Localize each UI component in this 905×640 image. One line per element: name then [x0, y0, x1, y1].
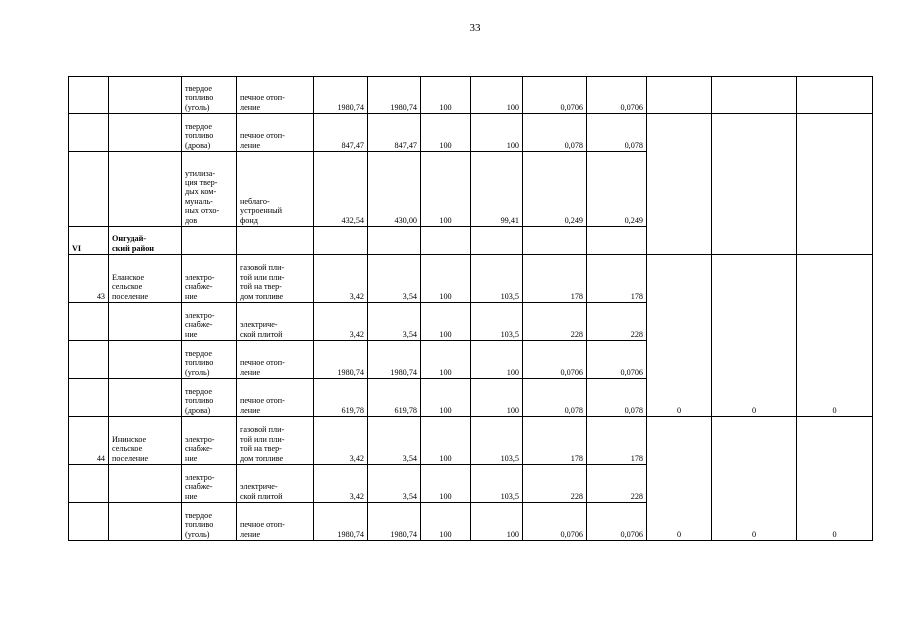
extra-value: 0 — [797, 417, 873, 541]
norm-cell: 0,078 — [587, 379, 647, 417]
num-cell — [69, 465, 109, 503]
resource-cell: твердое топливо (уголь) — [182, 503, 237, 541]
settlement-cell — [109, 114, 182, 152]
resource-cell: электро- снабже- ние — [182, 465, 237, 503]
empty-cell — [314, 227, 368, 255]
resource-cell: электро- снабже- ние — [182, 255, 237, 303]
consumer-group-cell: печное отоп- ление — [237, 77, 314, 114]
num-cell — [69, 77, 109, 114]
percent-cell: 100 — [471, 379, 523, 417]
percent-cell: 100 — [421, 379, 471, 417]
value-cell: 3,54 — [368, 303, 421, 341]
consumer-group-cell: электриче- ской плитой — [237, 465, 314, 503]
percent-cell: 100 — [421, 503, 471, 541]
consumer-group-cell: печное отоп- ление — [237, 341, 314, 379]
norm-cell: 0,249 — [523, 152, 587, 227]
percent-cell: 100 — [421, 77, 471, 114]
consumer-group-cell: печное отоп- ление — [237, 114, 314, 152]
empty-cell — [587, 227, 647, 255]
percent-cell: 100 — [421, 417, 471, 465]
value-cell: 1980,74 — [368, 341, 421, 379]
value-cell: 847,47 — [314, 114, 368, 152]
value-cell: 1980,74 — [368, 77, 421, 114]
tariff-table — [68, 76, 873, 541]
norm-cell: 178 — [523, 417, 587, 465]
percent-cell: 103,5 — [471, 255, 523, 303]
percent-cell: 99,41 — [471, 152, 523, 227]
norm-cell: 178 — [587, 255, 647, 303]
percent-cell: 103,5 — [471, 303, 523, 341]
extra-value: 0 — [647, 255, 712, 417]
num-cell — [69, 152, 109, 227]
norm-cell: 178 — [587, 417, 647, 465]
page-number: 33 — [469, 22, 481, 34]
norm-cell: 0,0706 — [523, 77, 587, 114]
value-cell: 1980,74 — [368, 503, 421, 541]
value-cell: 619,78 — [368, 379, 421, 417]
consumer-group-cell: печное отоп- ление — [237, 503, 314, 541]
norm-cell: 0,078 — [523, 379, 587, 417]
value-cell: 3,54 — [368, 465, 421, 503]
consumer-group-cell: электриче- ской плитой — [237, 303, 314, 341]
settlement-cell — [109, 465, 182, 503]
percent-cell: 103,5 — [471, 465, 523, 503]
extra-cell — [712, 114, 797, 255]
empty-cell — [523, 227, 587, 255]
settlement-cell — [109, 503, 182, 541]
resource-cell: твердое топливо (уголь) — [182, 77, 237, 114]
resource-cell: твердое топливо (дрова) — [182, 114, 237, 152]
norm-cell: 228 — [523, 303, 587, 341]
extra-cell — [647, 77, 712, 114]
table-row — [69, 77, 873, 114]
settlement-cell — [109, 341, 182, 379]
value-cell: 3,42 — [314, 417, 368, 465]
settlement-name: Еланское сельское поселение — [109, 255, 182, 303]
percent-cell: 100 — [421, 255, 471, 303]
table-row — [69, 417, 873, 465]
percent-cell: 100 — [421, 341, 471, 379]
resource-cell: твердое топливо (уголь) — [182, 341, 237, 379]
percent-cell: 100 — [471, 341, 523, 379]
empty-cell — [471, 227, 523, 255]
table-row — [69, 114, 873, 152]
norm-cell: 0,0706 — [587, 341, 647, 379]
norm-cell: 228 — [587, 465, 647, 503]
percent-cell: 100 — [471, 114, 523, 152]
percent-cell: 100 — [421, 152, 471, 227]
empty-cell — [182, 227, 237, 255]
percent-cell: 100 — [421, 465, 471, 503]
norm-cell: 228 — [523, 465, 587, 503]
norm-cell: 0,249 — [587, 152, 647, 227]
consumer-group-cell: газовой пли- той или пли- той на твер- дом топливе — [237, 255, 314, 303]
resource-cell: электро- снабже- ние — [182, 303, 237, 341]
norm-cell: 0,0706 — [587, 77, 647, 114]
consumer-group-cell: печное отоп- ление — [237, 379, 314, 417]
norm-cell: 0,078 — [523, 114, 587, 152]
extra-cell — [797, 77, 873, 114]
value-cell: 432,54 — [314, 152, 368, 227]
value-cell: 3,42 — [314, 465, 368, 503]
num-cell — [69, 503, 109, 541]
district-name: Онгудай- ский район — [109, 227, 182, 255]
table-body — [69, 77, 873, 541]
value-cell: 3,54 — [368, 417, 421, 465]
resource-cell: электро- снабже- ние — [182, 417, 237, 465]
value-cell: 3,54 — [368, 255, 421, 303]
settlement-cell — [109, 152, 182, 227]
norm-cell: 178 — [523, 255, 587, 303]
norm-cell: 0,078 — [587, 114, 647, 152]
norm-cell: 0,0706 — [523, 503, 587, 541]
consumer-group-cell: неблаго- устроенный фонд — [237, 152, 314, 227]
value-cell: 619,78 — [314, 379, 368, 417]
norm-cell: 228 — [587, 303, 647, 341]
percent-cell: 100 — [471, 503, 523, 541]
extra-value: 0 — [712, 255, 797, 417]
value-cell: 430,00 — [368, 152, 421, 227]
percent-cell: 100 — [421, 114, 471, 152]
value-cell: 1980,74 — [314, 341, 368, 379]
extra-value: 0 — [712, 417, 797, 541]
value-cell: 3,42 — [314, 255, 368, 303]
settlement-number: 43 — [69, 255, 109, 303]
extra-value: 0 — [797, 255, 873, 417]
district-code: VI — [69, 227, 109, 255]
extra-cell — [647, 114, 712, 255]
empty-cell — [368, 227, 421, 255]
consumer-group-cell: газовой пли- той или пли- той на твер- дом топливе — [237, 417, 314, 465]
settlement-cell — [109, 303, 182, 341]
value-cell: 847,47 — [368, 114, 421, 152]
value-cell: 3,42 — [314, 303, 368, 341]
percent-cell: 100 — [421, 303, 471, 341]
num-cell — [69, 379, 109, 417]
num-cell — [69, 114, 109, 152]
percent-cell: 100 — [471, 77, 523, 114]
table-row — [69, 255, 873, 303]
extra-value: 0 — [647, 417, 712, 541]
extra-cell — [712, 77, 797, 114]
resource-cell: утилиза- ция твер- дых ком- муналь- ных отхо- дов — [182, 152, 237, 227]
settlement-cell — [109, 379, 182, 417]
norm-cell: 0,0706 — [523, 341, 587, 379]
percent-cell: 103,5 — [471, 417, 523, 465]
num-cell — [69, 341, 109, 379]
num-cell — [69, 303, 109, 341]
extra-cell — [797, 114, 873, 255]
empty-cell — [237, 227, 314, 255]
norm-cell: 0,0706 — [587, 503, 647, 541]
empty-cell — [421, 227, 471, 255]
resource-cell: твердое топливо (дрова) — [182, 379, 237, 417]
value-cell: 1980,74 — [314, 503, 368, 541]
value-cell: 1980,74 — [314, 77, 368, 114]
settlement-cell — [109, 77, 182, 114]
settlement-number: 44 — [69, 417, 109, 465]
settlement-name: Ининское сельское поселение — [109, 417, 182, 465]
